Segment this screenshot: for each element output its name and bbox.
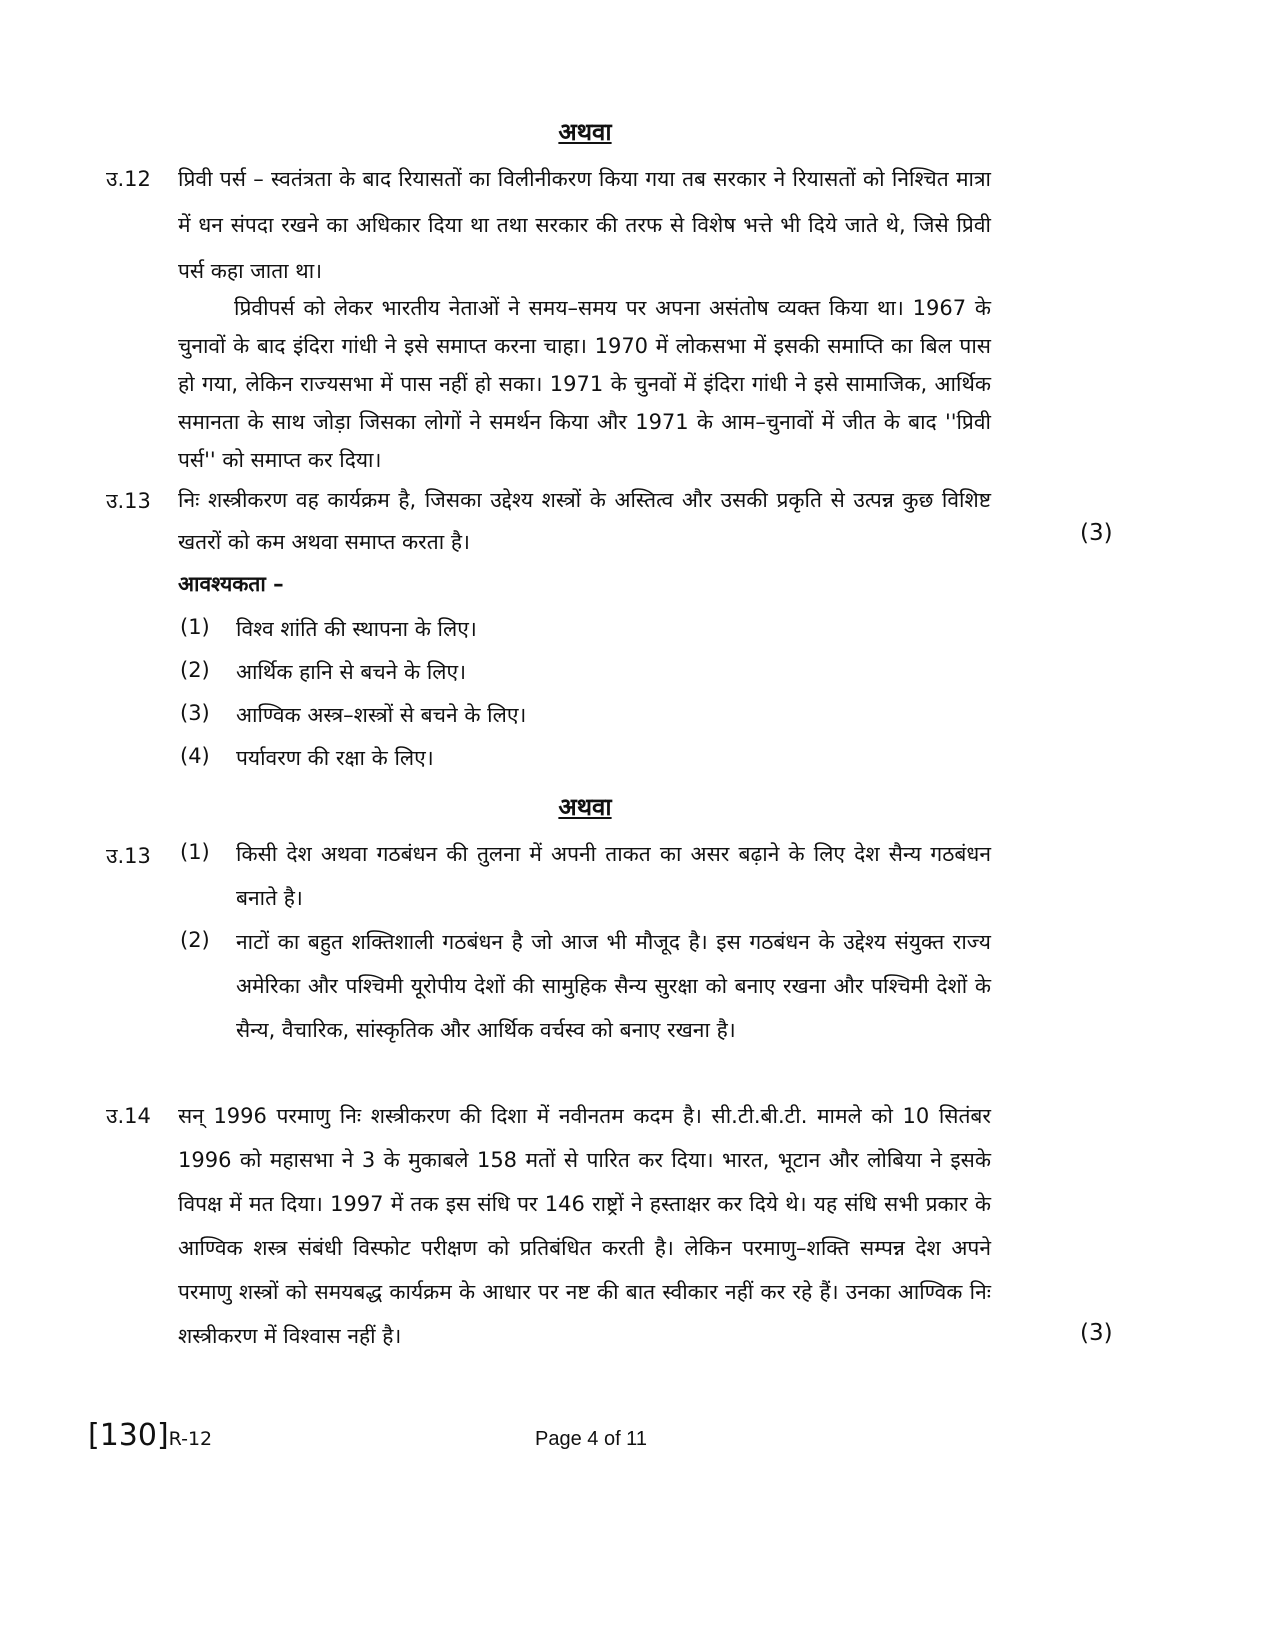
list-item-number: (1)	[180, 840, 210, 864]
list-item-number: (4)	[180, 744, 210, 768]
question-number-13-alt: उ.13	[106, 844, 151, 868]
q13-text: निः शस्त्रीकरण वह कार्यक्रम है, जिसका उद्देश्य शस्त्रों के अस्तित्व और उसकी प्रकृति से उत्पन्न कुछ विशिष्ट खतरों को कम अथवा समाप्त करता है।	[178, 488, 991, 554]
question-number-12: उ.12	[106, 167, 151, 191]
q14-marks: (3)	[1080, 1320, 1113, 1346]
list-item-number: (3)	[180, 701, 210, 725]
paper-code	[88, 1418, 212, 1453]
page-number: Page 4 of 11	[535, 1428, 647, 1450]
question-number-14: उ.14	[106, 1104, 151, 1128]
list-item-text: आर्थिक हानि से बचने के लिए।	[236, 660, 467, 684]
list-item-text: विश्व शांति की स्थापना के लिए।	[236, 617, 477, 641]
paper-code-suffix: R-12	[168, 1428, 213, 1450]
list-item-number: (2)	[180, 658, 210, 682]
list-item-text: नाटों का बहुत शक्तिशाली गठबंधन है जो आज भी मौजूद है। इस गठबंधन के उद्देश्य संयुक्त राज्य अमेरिका और पश्चिमी यूरोपीय देशों की सामुहिक सैन्य सुरक्षा को बनाए रखना और पश्चिमी देशों के सैन्य, वैचारिक, सांस्कृतिक और आर्थिक वर्चस्व को बनाए रखना है।	[236, 930, 991, 1042]
need-label: आवश्यकता –	[178, 572, 284, 596]
list-item-text: पर्यावरण की रक्षा के लिए।	[236, 746, 434, 770]
q12-paragraph-1: प्रिवी पर्स – स्वतंत्रता के बाद रियासतों का विलीनीकरण किया गया तब सरकार ने रियासतों को निश्चित मात्रा में धन संपदा रखने का अधिकार दिया था तथा सरकार की तरफ से विशेष भत्ते भी दिये जाते थे, जिसे प्रिवी पर्स कहा जाता था।	[178, 167, 991, 283]
q13-marks: (3)	[1080, 520, 1113, 546]
question-number-13: उ.13	[106, 489, 151, 513]
list-item-text: आण्विक अस्त्र–शस्त्रों से बचने के लिए।	[236, 703, 527, 727]
list-item-number: (2)	[180, 928, 210, 952]
list-item-text: किसी देश अथवा गठबंधन की तुलना में अपनी ताकत का असर बढ़ाने के लिए देश सैन्य गठबंधन बनाते है।	[236, 842, 991, 910]
paper-code-number: [130]	[88, 1418, 169, 1453]
q12-paragraph-2: प्रिवीपर्स को लेकर भारतीय नेताओं ने समय–समय पर अपना असंतोष व्यक्त किया था। 1967 के चुनावों के बाद इंदिरा गांधी ने इसे समाप्त करना चाहा। 1970 में लोकसभा में इसकी समाप्ति का बिल पास हो गया, लेकिन राज्यसभा में पास नहीं हो सका। 1971 के चुनवों में इंदिरा गांधी ने इसे सामाजिक, आर्थिक समानता के साथ जोड़ा जिसका लोगों ने समर्थन किया और 1971 के आम–चुनावों में जीत के बाद ''प्रिवी पर्स'' को समाप्त कर दिया।	[178, 296, 991, 472]
or-heading-2: अथवा	[558, 793, 612, 821]
list-item-number: (1)	[180, 615, 210, 639]
or-heading-1: अथवा	[558, 118, 612, 146]
q14-text: सन् 1996 परमाणु निः शस्त्रीकरण की दिशा में नवीनतम कदम है। सी.टी.बी.टी. मामले को 10 सितंबर 1996 को महासभा ने 3 के मुकाबले 158 मतों से पारित कर दिया। भारत, भूटान और लोबिया ने इसके विपक्ष में मत दिया। 1997 में तक इस संधि पर 146 राष्ट्रों ने हस्ताक्षर कर दिये थे। यह संधि सभी प्रकार के आण्विक शस्त्र संबंधी विस्फोट परीक्षण को प्रतिबंधित करती है। लेकिन परमाणु–शक्ति सम्पन्न देश अपने परमाणु शस्त्रों को समयबद्ध कार्यक्रम के आधार पर नष्ट की बात स्वीकार नहीं कर रहे हैं। उनका आण्विक निः शस्त्रीकरण में विश्वास नहीं है।	[178, 1104, 991, 1348]
